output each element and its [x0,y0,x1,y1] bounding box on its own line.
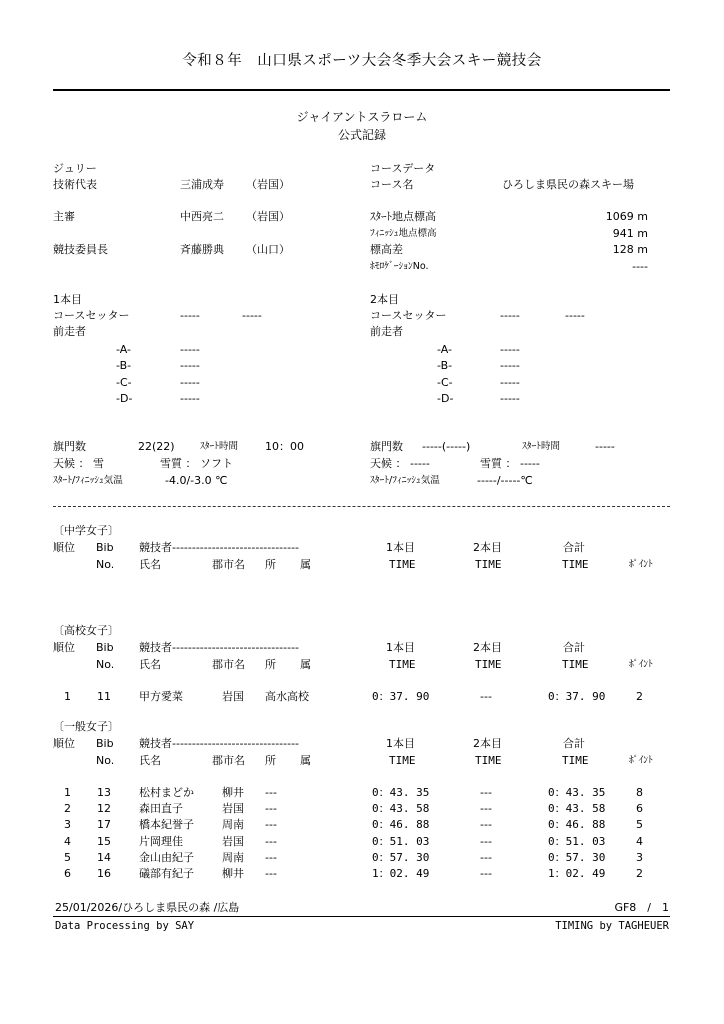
result-total-time: 0：43. 35 [548,786,606,799]
result-city: 岩国 [222,834,244,848]
result-run1-time: 0：43. 58 [372,802,430,816]
result-total-time: 0：51. 03 [548,834,606,848]
result-total-time: 0：46. 88 [548,818,606,832]
result-affil: --- [265,802,277,816]
course-name-value: ひろしま県民の森スキー場 [502,178,634,191]
column-header-competitor: 競技者-------------------------------- [139,737,300,750]
run1-forerunner-label: 前走者 [53,325,86,338]
run1-heading: 1本目 [53,293,82,306]
column-header-affil: 所 [265,754,276,767]
result-total-time: 0：43. 58 [548,802,606,816]
section-divider [53,506,670,507]
result-run2-time: --- [480,818,492,832]
result-city: 岩国 [222,690,244,703]
header-rule [53,89,670,91]
column-header-points: ﾎﾟｲﾝﾄ [629,755,653,766]
column-header-time: TIME [562,658,589,671]
result-name: 礒部有紀子 [139,867,194,880]
result-bib: 16 [97,867,111,880]
footer-page: GF8 / 1 [614,901,669,914]
result-points: 2 [636,867,643,880]
result-run2-time: --- [480,802,492,816]
course-row-label: ﾎﾓﾛｹﾞｰｼｮﾝNo. [370,261,429,272]
course-heading: コースデータ [370,162,436,175]
result-total-time: 0：37. 90 [548,690,606,703]
result-run1-time: 0：43. 35 [372,786,430,799]
result-total-time: 1：02. 49 [548,867,606,880]
run2-start-time-label: ｽﾀｰﾄ時間 [522,441,561,452]
run2-forerunner-value: ----- [500,392,520,405]
course-name-label: コース名 [370,178,414,191]
document-title: 令和８年 山口県スポーツ大会冬季大会スキー競技会 [182,53,542,69]
run2-forerunner-label: 前走者 [370,325,403,338]
column-header-time: TIME [389,558,416,571]
run1-setter-a: ----- [180,309,200,322]
column-header-total: 合計 [563,541,585,554]
run2-snow: 雪質 ： ----- [480,457,540,470]
result-rank: 6 [64,867,71,880]
result-name: 片岡理佳 [139,834,183,848]
column-header-affil: 所 [265,558,276,571]
result-points: 3 [636,850,643,864]
run1-start-time-value: 10：00 [265,440,304,453]
result-points: 5 [636,818,643,832]
result-affil: --- [265,850,277,864]
run2-heading: 2本目 [370,293,399,306]
run1-forerunner-label: -C- [116,376,132,389]
result-rank: 2 [64,802,71,816]
run2-temp-value: -----/-----℃ [477,474,533,487]
column-header-name: 氏名 [139,658,161,671]
run2-setter-a: ----- [500,309,520,322]
run1-setter-label: コースセッター [53,309,130,322]
result-bib: 11 [97,690,111,703]
column-header-run2: 2本目 [473,737,502,750]
run2-forerunner-label: -D- [437,392,454,405]
run2-setter-label: コースセッター [370,309,447,322]
run1-start-time-label: ｽﾀｰﾄ時間 [200,441,239,452]
column-header-rank: 順位 [53,737,75,750]
run1-temp-label: ｽﾀｰﾄ/ﾌｨﾆｯｼｭ気温 [53,475,123,486]
result-bib: 13 [97,786,111,799]
run1-snow: 雪質 ： ソフト [160,457,233,470]
result-run1-time: 0：57. 30 [372,850,430,864]
column-header-name: 氏名 [139,754,161,767]
jury-region: （山口） [246,243,290,256]
result-rank: 4 [64,834,71,848]
result-bib: 15 [97,834,111,848]
run1-forerunner-value: ----- [180,359,200,372]
column-header-affil: 所 [265,658,276,671]
run2-forerunner-value: ----- [500,359,520,372]
result-name: 橋本紀誉子 [139,818,194,832]
column-header-points: ﾎﾟｲﾝﾄ [629,659,653,670]
result-run2-time: --- [480,867,492,880]
jury-region: （岩国） [246,178,290,191]
column-header-affil: 属 [300,558,311,571]
result-total-time: 0：57. 30 [548,850,606,864]
column-header-bib: Bib [96,737,114,750]
column-header-bib: Bib [96,541,114,554]
column-header-no: No. [96,558,115,571]
jury-role: 主審 [53,210,75,223]
result-rank: 5 [64,850,71,864]
course-row-value: 941 m [612,227,648,240]
result-bib: 17 [97,818,111,832]
column-header-total: 合計 [563,641,585,654]
result-name: 金山由紀子 [139,850,194,864]
column-header-time: TIME [562,558,589,571]
result-city: 柳井 [222,867,244,880]
event-name: ジャイアントスラローム [296,110,428,124]
run1-forerunner-label: -D- [116,392,133,405]
run2-forerunner-label: -A- [437,343,452,356]
result-run2-time: --- [480,850,492,864]
result-affil: --- [265,786,277,799]
column-header-time: TIME [475,658,502,671]
result-affil: --- [265,818,277,832]
event-subtitle: 公式記録 [337,128,386,142]
run2-gates-value: -----(-----) [422,440,471,453]
run2-forerunner-value: ----- [500,343,520,356]
run1-gates-label: 旗門数 [53,440,86,453]
column-header-bib: Bib [96,641,114,654]
column-header-time: TIME [475,558,502,571]
footer-rule [53,916,670,917]
result-name: 甲方愛菜 [139,690,183,703]
result-city: 周南 [222,850,244,864]
run1-forerunner-value: ----- [180,376,200,389]
column-header-time: TIME [562,754,589,767]
run1-weather: 天候 ： 雪 [53,457,104,470]
result-rank: 3 [64,818,71,832]
column-header-city: 郡市名 [212,754,245,767]
column-header-city: 郡市名 [212,558,245,571]
column-header-points: ﾎﾟｲﾝﾄ [629,559,653,570]
column-header-time: TIME [475,754,502,767]
run2-forerunner-value: ----- [500,376,520,389]
run2-forerunner-label: -C- [437,376,453,389]
course-row-value: ---- [632,260,648,273]
result-bib: 12 [97,802,111,816]
column-header-city: 郡市名 [212,658,245,671]
result-points: 6 [636,802,643,816]
column-header-rank: 順位 [53,541,75,554]
run1-forerunner-label: -B- [116,359,132,372]
run2-temp-label: ｽﾀｰﾄ/ﾌｨﾆｯｼｭ気温 [370,475,440,486]
column-header-run2: 2本目 [473,641,502,654]
result-run1-time: 0：37. 90 [372,690,430,703]
footer-date-venue: 25/01/2026/ひろしま県民の森 /広島 [55,901,240,914]
category-title: 〔一般女子〕 [53,720,119,733]
column-header-rank: 順位 [53,641,75,654]
result-run1-time: 0：51. 03 [372,834,430,848]
result-run2-time: --- [480,690,492,703]
result-rank: 1 [64,690,71,703]
course-row-value: 128 m [612,243,648,256]
jury-name: 斉藤勝典 [180,243,224,256]
result-affil: 高水高校 [265,690,309,703]
footer-processing: Data Processing by SAY [55,920,195,932]
run1-setter-b: ----- [242,309,262,322]
column-header-total: 合計 [563,737,585,750]
jury-region: （岩国） [246,210,290,223]
column-header-run1: 1本目 [386,541,415,554]
result-points: 8 [636,786,643,799]
result-run1-time: 0：46. 88 [372,818,430,832]
column-header-name: 氏名 [139,558,161,571]
column-header-time: TIME [389,658,416,671]
column-header-affil: 属 [300,754,311,767]
column-header-no: No. [96,754,115,767]
run2-weather: 天候 ： ----- [370,457,430,470]
column-header-run2: 2本目 [473,541,502,554]
jury-heading: ジュリー [53,162,97,175]
jury-name: 三浦成寿 [180,178,224,191]
column-header-affil: 属 [300,658,311,671]
jury-name: 中西亮二 [180,210,224,223]
result-points: 2 [636,690,643,703]
result-affil: --- [265,867,277,880]
run1-gates-value: 22(22) [138,440,175,453]
course-row-label: 標高差 [370,243,403,256]
run2-start-time-value: ----- [595,440,615,453]
column-header-time: TIME [389,754,416,767]
course-row-label: ｽﾀｰﾄ地点標高 [370,210,436,223]
run2-forerunner-label: -B- [437,359,453,372]
course-row-label: ﾌｨﾆｯｼｭ地点標高 [370,228,437,239]
result-city: 岩国 [222,802,244,816]
jury-role: 技術代表 [53,178,97,191]
result-points: 4 [636,834,643,848]
result-run1-time: 1：02. 49 [372,867,430,880]
jury-role: 競技委員長 [53,243,108,256]
run1-forerunner-value: ----- [180,343,200,356]
result-run2-time: --- [480,786,492,799]
result-affil: --- [265,834,277,848]
column-header-no: No. [96,658,115,671]
category-title: 〔中学女子〕 [53,524,119,537]
column-header-run1: 1本目 [386,641,415,654]
result-bib: 14 [97,850,111,864]
course-row-value: 1069 m [605,210,648,223]
run1-temp-value: -4.0/-3.0 ℃ [165,474,228,487]
result-city: 柳井 [222,786,244,799]
column-header-competitor: 競技者-------------------------------- [139,541,300,554]
footer-timing: TIMING by TAGHEUER [555,920,669,932]
run1-forerunner-value: ----- [180,392,200,405]
result-rank: 1 [64,786,71,799]
category-title: 〔高校女子〕 [53,624,119,637]
column-header-competitor: 競技者-------------------------------- [139,641,300,654]
run2-setter-b: ----- [565,309,585,322]
run2-gates-label: 旗門数 [370,440,403,453]
result-name: 森田直子 [139,802,183,816]
result-name: 松村まどか [139,786,194,799]
result-run2-time: --- [480,834,492,848]
column-header-run1: 1本目 [386,737,415,750]
result-city: 周南 [222,818,244,832]
run1-forerunner-label: -A- [116,343,131,356]
